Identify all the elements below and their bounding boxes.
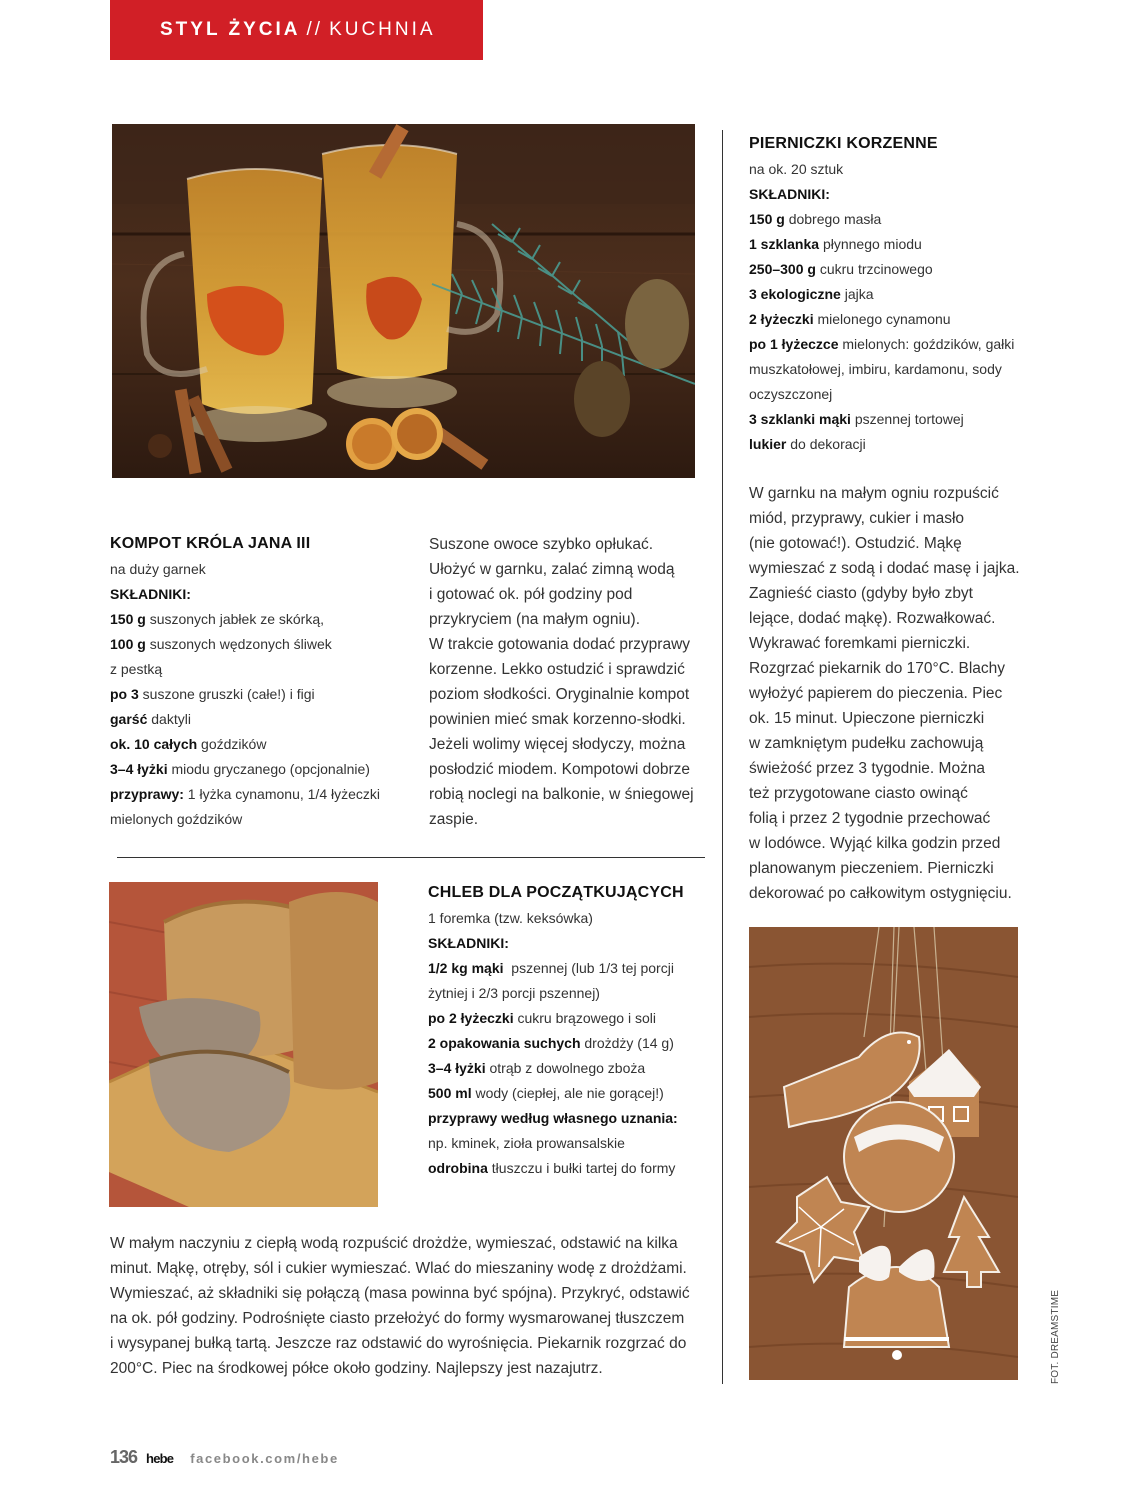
kompot-recipe bbox=[110, 530, 410, 832]
method-line: Suszone owoce szybko opłukać. bbox=[429, 536, 654, 553]
method-line: dekorować po całkowitym ostygnięciu. bbox=[749, 885, 1012, 902]
gingerbread-photo bbox=[749, 927, 1018, 1380]
ingredient-line: 500 ml wody (ciepłej, ale nie gorącej!) bbox=[428, 1085, 664, 1101]
section-label: STYL ŻYCIA bbox=[160, 19, 301, 40]
column-divider bbox=[722, 130, 723, 1384]
ingredient-line: 2 opakowania suchych drożdży (14 g) bbox=[428, 1035, 674, 1051]
ingredient-line: 250–300 g cukru trzcinowego bbox=[749, 261, 933, 277]
page-number: 136 bbox=[110, 1447, 138, 1467]
method-line: Zagnieść ciasto (gdyby było zbyt bbox=[749, 585, 973, 602]
ingredient-line: 150 g dobrego masła bbox=[749, 211, 882, 227]
ingredient-line: po 3 suszone gruszki (całe!) i figi bbox=[110, 686, 315, 702]
kompot-ingredients-label: SKŁADNIKI: bbox=[110, 586, 191, 602]
method-line: w zamkniętym pudełku zachowują bbox=[749, 735, 984, 752]
pierniczki-ingredients-label: SKŁADNIKI: bbox=[749, 186, 830, 202]
ingredient-line: garść daktyli bbox=[110, 711, 191, 727]
ingredient-line: 1/2 kg mąki pszennej (lub 1/3 tej porcji bbox=[428, 960, 674, 976]
method-line: w lodówce. Wyjąć kilka godzin przed bbox=[749, 835, 1001, 852]
method-line: (nie gotować!). Ostudzić. Mąkę bbox=[749, 535, 962, 552]
ingredient-line: np. kminek, zioła prowansalskie bbox=[428, 1135, 625, 1151]
tea-photo bbox=[112, 124, 695, 478]
chleb-title: CHLEB DLA POCZĄTKUJĄCYCH bbox=[428, 884, 684, 901]
ingredient-line: 3 szklanki mąki pszennej tortowej bbox=[749, 411, 964, 427]
section-separator: // bbox=[306, 19, 324, 40]
method-line: planowanym pieczeniem. Pierniczki bbox=[749, 860, 994, 877]
method-line: W trakcie gotowania dodać przyprawy bbox=[429, 636, 691, 653]
ingredient-line: 2 łyżeczki mielonego cynamonu bbox=[749, 311, 951, 327]
tea-illustration bbox=[112, 124, 695, 478]
facebook-link[interactable]: facebook.com/hebe bbox=[190, 1451, 339, 1466]
photo-credit: FOT. DREAMSTIME bbox=[1050, 1289, 1061, 1384]
method-line: ok. 15 minut. Upieczone pierniczki bbox=[749, 710, 985, 727]
ingredient-line: 3 ekologiczne jajka bbox=[749, 286, 874, 302]
chleb-yield: 1 foremka (tzw. keksówka) bbox=[428, 910, 593, 926]
method-line: wyłożyć papierem do pieczenia. Piec bbox=[749, 685, 1003, 702]
chleb-ingredients-label: SKŁADNIKI: bbox=[428, 935, 509, 951]
method-line: posłodzić miodem. Kompotowi dobrze bbox=[429, 761, 691, 778]
method-line: Wymieszać, aż składniki się połączą (masa powinna być spójna). Przykryć, odstawić bbox=[110, 1285, 690, 1302]
kompot-method bbox=[429, 532, 709, 832]
method-line: lejące, dodać mąkę). Rozwałkować. bbox=[749, 610, 996, 627]
kompot-title: KOMPOT KRÓLA JANA III bbox=[110, 535, 311, 552]
method-line: 200°C. Piec na środkowej półce około godziny. Najlepszy jest nazajutrz. bbox=[110, 1360, 603, 1377]
pierniczki-method bbox=[749, 481, 1039, 906]
pierniczki-title: PIERNICZKI KORZENNE bbox=[749, 135, 938, 152]
method-line: świeżość przez 3 tygodnie. Można bbox=[749, 760, 986, 777]
chleb-recipe bbox=[428, 879, 718, 1181]
ingredient-line: oczyszczonej bbox=[749, 386, 833, 402]
method-line: i gotować ok. pół godziny pod bbox=[429, 586, 633, 603]
ingredient-line: po 1 łyżeczce mielonych: goździków, gałki bbox=[749, 336, 1015, 352]
method-line: Jeżeli wolimy więcej słodyczy, można bbox=[429, 736, 686, 753]
method-line: wymieszać z sodą i dodać masę i jajka. bbox=[749, 560, 1020, 577]
method-line: Wykrawać foremkami pierniczki. bbox=[749, 635, 971, 652]
method-line: robią noclegi na balkonie, w śniegowej bbox=[429, 786, 694, 803]
ingredient-line: z pestką bbox=[110, 661, 163, 677]
pierniczki-recipe bbox=[749, 130, 1039, 457]
gingerbread-illustration bbox=[749, 927, 1018, 1380]
method-line: miód, przyprawy, cukier i masło bbox=[749, 510, 965, 527]
pierniczki-yield: na ok. 20 sztuk bbox=[749, 161, 844, 177]
method-line: W garnku na małym ogniu rozpuścić bbox=[749, 485, 999, 502]
method-line: i wysypanej bułką tartą. Jeszcze raz odstawić do wyrośnięcia. Piekarnik rozgrzać do bbox=[110, 1335, 687, 1352]
ingredient-line: ok. 10 całych goździków bbox=[110, 736, 267, 752]
ingredient-line: przyprawy według własnego uznania: bbox=[428, 1110, 678, 1126]
chleb-method bbox=[110, 1231, 710, 1381]
method-line: na ok. pół godziny. Podrośnięte ciasto przełożyć do formy wysmarowanej tłuszczem bbox=[110, 1310, 685, 1327]
method-line: zaspie. bbox=[429, 811, 479, 828]
method-line: Rozgrzać piekarnik do 170°C. Blachy bbox=[749, 660, 1006, 677]
ingredient-line: 150 g suszonych jabłek ze skórką, bbox=[110, 611, 325, 627]
section-header bbox=[110, 0, 483, 60]
method-line: folią i przez 2 tygodnie przechować bbox=[749, 810, 991, 827]
kompot-yield: na duży garnek bbox=[110, 561, 206, 577]
ingredient-line: lukier do dekoracji bbox=[749, 436, 866, 452]
ingredient-line: żytniej i 2/3 porcji pszennej) bbox=[428, 985, 600, 1001]
ingredient-line: odrobina tłuszczu i bułki tartej do formy bbox=[428, 1160, 676, 1176]
page-footer bbox=[110, 1447, 339, 1468]
bread-illustration bbox=[109, 882, 378, 1207]
ingredient-line: 1 szklanka płynnego miodu bbox=[749, 236, 922, 252]
method-line: minut. Mąkę, otręby, sól i cukier wymieszać. Wlać do mieszaniny wodę z drożdżami. bbox=[110, 1260, 687, 1277]
method-line: poziom słodkości. Oryginalnie kompot bbox=[429, 686, 690, 703]
bread-photo bbox=[109, 882, 378, 1207]
ingredient-line: 3–4 łyżki otrąb z dowolnego zboża bbox=[428, 1060, 646, 1076]
ingredient-line: po 2 łyżeczki cukru brązowego i soli bbox=[428, 1010, 656, 1026]
ingredient-line: przyprawy: 1 łyżka cynamonu, 1/4 łyżeczki bbox=[110, 786, 381, 802]
ingredient-line: 100 g suszonych wędzonych śliwek bbox=[110, 636, 332, 652]
method-line: Ułożyć w garnku, zalać zimną wodą bbox=[429, 561, 675, 578]
ingredient-line: muszkatołowej, imbiru, kardamonu, sody bbox=[749, 361, 1002, 377]
subsection-label: KUCHNIA bbox=[329, 19, 436, 40]
brand-logo: hebe bbox=[146, 1451, 174, 1466]
method-line: przykryciem (na małym ogniu). bbox=[429, 611, 641, 628]
method-line: W małym naczyniu z ciepłą wodą rozpuścić drożdże, wymieszać, odstawić na kilka bbox=[110, 1235, 678, 1252]
method-line: powinien mieć smak korzenno-słodki. bbox=[429, 711, 686, 728]
method-line: też przygotowane ciasto owinąć bbox=[749, 785, 968, 802]
method-line: korzenne. Lekko ostudzić i sprawdzić bbox=[429, 661, 685, 678]
ingredient-line: mielonych goździków bbox=[110, 811, 243, 827]
ingredient-line: 3–4 łyżki miodu gryczanego (opcjonalnie) bbox=[110, 761, 370, 777]
section-divider bbox=[117, 857, 705, 858]
